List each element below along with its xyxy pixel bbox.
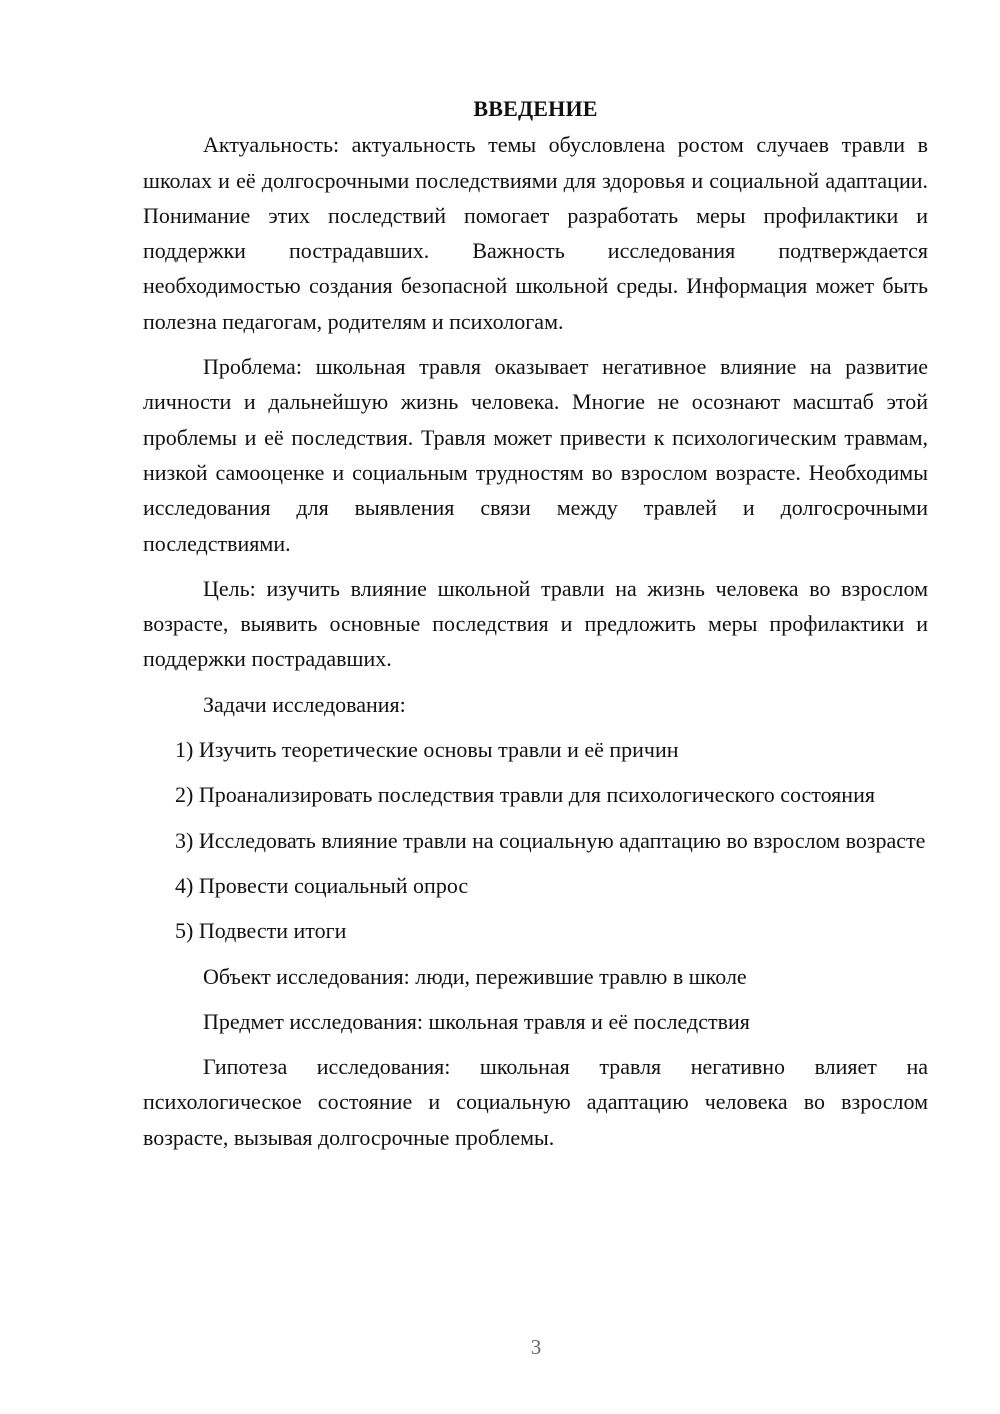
research-subject: Предмет исследования: школьная травля и её последствия (203, 1008, 750, 1034)
page-content (143, 91, 928, 1165)
problem-paragraph: Проблема: школьная травля оказывает негативное влияние на развитие личности и дальнейшую жизнь человека. Многие не осознают масштаб этой проблемы и её последствия. Травля может привести к психологическим травмам, низкой самооценке и социальным трудностям во взрослом возрасте. Необходимы исследования для выявления связи между травлей и долгосрочными последствиями. (143, 354, 928, 556)
relevance-paragraph: Актуальность: актуальность темы обусловлена ростом случаев травли в школах и её долгосрочными последствиями для здоровья и социальной адаптации. Понимание этих последствий помогает разработать меры профилактики и поддержки пострадавших. Важность исследования подтверждается необходимостью создания безопасной школьной среды. Информация может быть полезна педагогам, родителям и психологам. (143, 132, 928, 334)
task-item-5: 5) Подвести итоги (175, 918, 347, 944)
page-number: 3 (530, 1335, 542, 1359)
task-item-3: 3) Исследовать влияние травли на социальную адаптацию во взрослом возрасте (175, 827, 926, 853)
tasks-heading: Задачи исследования: (203, 691, 406, 717)
task-item-4: 4) Провести социальный опрос (175, 872, 469, 898)
goal-paragraph: Цель: изучить влияние школьной травли на жизнь человека во взрослом возрасте, выявить основные последствия и предложить меры профилактики и поддержки пострадавших. (143, 575, 928, 672)
research-hypothesis: Гипотеза исследования: школьная травля негативно влияет на психологическое состояние и социальную адаптацию человека во взрослом возрасте, вызывая долгосрочные проблемы. (143, 1054, 928, 1150)
research-object: Объект исследования: люди, пережившие травлю в школе (203, 963, 747, 989)
task-item-2: 2) Проанализировать последствия травли для психологического состояния (175, 782, 875, 808)
page-title: ВВЕДЕНИЕ (473, 96, 598, 121)
task-item-1: 1) Изучить теоретические основы травли и её причин (175, 737, 679, 763)
